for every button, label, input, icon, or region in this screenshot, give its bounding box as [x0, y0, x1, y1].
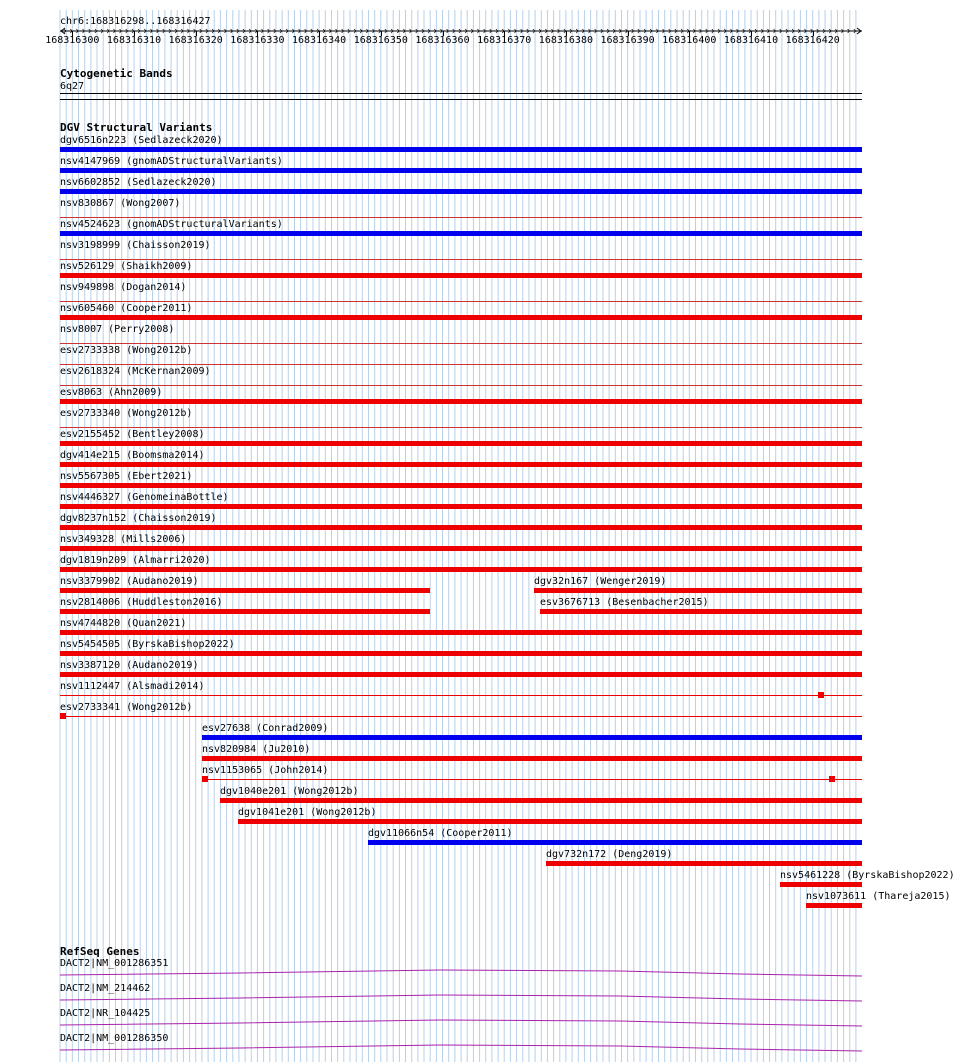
- gene-intron-line[interactable]: [60, 1018, 862, 1030]
- row-separator: [60, 427, 862, 428]
- variant-label[interactable]: esv2618324 (McKernan2009): [60, 366, 211, 377]
- variant-label[interactable]: nsv830867 (Wong2007): [60, 198, 181, 209]
- variant-block[interactable]: [818, 692, 824, 698]
- ruler-tick-label: 168316370: [477, 35, 532, 46]
- variant-label[interactable]: nsv4446327 (GenomeinaBottle): [60, 492, 229, 503]
- gene-intron-line[interactable]: [60, 1043, 862, 1055]
- variant-bar[interactable]: [534, 588, 862, 593]
- variant-label[interactable]: nsv4744820 (Quan2021): [60, 618, 187, 629]
- variant-label[interactable]: nsv820984 (Ju2010): [202, 744, 311, 755]
- variant-bar[interactable]: [60, 189, 862, 194]
- variant-label[interactable]: dgv8237n152 (Chaisson2019): [60, 513, 217, 524]
- variant-label[interactable]: nsv1073611 (Thareja2015): [806, 891, 951, 902]
- variant-bar[interactable]: [60, 651, 862, 656]
- variant-bar[interactable]: [546, 861, 862, 866]
- variant-bar[interactable]: [60, 504, 862, 509]
- gene-label[interactable]: DACT2|NM_001286350: [60, 1033, 169, 1044]
- gene-label[interactable]: DACT2|NM_214462: [60, 983, 151, 994]
- variant-bar[interactable]: [202, 735, 862, 740]
- ruler-tick-label: 168316420: [785, 35, 840, 46]
- ruler-tick-label: 168316330: [230, 35, 285, 46]
- refseq-title: RefSeq Genes: [60, 945, 140, 958]
- ruler-tick-label: 168316320: [168, 35, 223, 46]
- variant-label[interactable]: nsv3198999 (Chaisson2019): [60, 240, 211, 251]
- variant-thin-line[interactable]: [202, 779, 862, 780]
- variant-label[interactable]: dgv32n167 (Wenger2019): [534, 576, 667, 587]
- dgv-title: DGV Structural Variants: [60, 121, 213, 134]
- variant-bar[interactable]: [368, 840, 862, 845]
- cytoband-title: Cytogenetic Bands: [60, 67, 173, 80]
- cytoband-line-bottom: [60, 99, 862, 100]
- variant-bar[interactable]: [60, 630, 862, 635]
- variant-label[interactable]: nsv4524623 (gnomADStructuralVariants): [60, 219, 283, 230]
- variant-label[interactable]: dgv1819n209 (Almarri2020): [60, 555, 211, 566]
- variant-block[interactable]: [202, 776, 208, 782]
- ruler-tick-label: 168316400: [662, 35, 717, 46]
- variant-label[interactable]: dgv11066n54 (Cooper2011): [368, 828, 513, 839]
- variant-bar[interactable]: [60, 315, 862, 320]
- ruler-tick-label: 168316340: [292, 35, 347, 46]
- variant-bar[interactable]: [60, 441, 862, 446]
- variant-bar[interactable]: [202, 756, 862, 761]
- gene-intron-line[interactable]: [60, 968, 862, 980]
- variant-label[interactable]: esv2733340 (Wong2012b): [60, 408, 193, 419]
- variant-label[interactable]: nsv526129 (Shaikh2009): [60, 261, 193, 272]
- variant-label[interactable]: nsv5567305 (Ebert2021): [60, 471, 193, 482]
- variant-label[interactable]: nsv5454505 (ByrskaBishop2022): [60, 639, 235, 650]
- ruler-tick-label: 168316360: [415, 35, 470, 46]
- variant-bar[interactable]: [60, 588, 430, 593]
- variant-block[interactable]: [60, 713, 66, 719]
- row-separator: [60, 364, 862, 365]
- variant-bar[interactable]: [540, 609, 862, 614]
- variant-label[interactable]: nsv949898 (Dogan2014): [60, 282, 187, 293]
- gene-intron-line[interactable]: [60, 993, 862, 1005]
- row-separator: [60, 217, 862, 218]
- variant-bar[interactable]: [60, 231, 862, 236]
- variant-bar[interactable]: [60, 546, 862, 551]
- variant-bar[interactable]: [60, 462, 862, 467]
- variant-bar[interactable]: [780, 882, 862, 887]
- variant-label[interactable]: dgv1041e201 (Wong2012b): [238, 807, 377, 818]
- gene-label[interactable]: DACT2|NM_001286351: [60, 958, 169, 969]
- variant-label[interactable]: esv3676713 (Besenbacher2015): [540, 597, 709, 608]
- ruler-tick-label: 168316300: [45, 35, 100, 46]
- ruler-tick-label: 168316390: [600, 35, 655, 46]
- variant-bar[interactable]: [60, 399, 862, 404]
- variant-bar[interactable]: [60, 567, 862, 572]
- variant-bar[interactable]: [60, 147, 862, 152]
- row-separator: [60, 259, 862, 260]
- variant-bar[interactable]: [60, 525, 862, 530]
- ruler-tick-label: 168316410: [723, 35, 779, 46]
- ruler-location: chr6:168316298..168316427: [60, 16, 211, 27]
- ruler-tick-label: 168316350: [353, 35, 408, 46]
- gene-label[interactable]: DACT2|NR_104425: [60, 1008, 151, 1019]
- variant-bar[interactable]: [238, 819, 862, 824]
- variant-label[interactable]: dgv1040e201 (Wong2012b): [220, 786, 359, 797]
- variant-label[interactable]: nsv2814006 (Huddleston2016): [60, 597, 223, 608]
- variant-block[interactable]: [829, 776, 835, 782]
- variant-label[interactable]: dgv732n172 (Deng2019): [546, 849, 673, 860]
- variant-label[interactable]: nsv6602852 (Sedlazeck2020): [60, 177, 217, 188]
- variant-label[interactable]: nsv605460 (Cooper2011): [60, 303, 193, 314]
- cytoband-line-top: [60, 93, 862, 94]
- ruler-tick-label: 168316310: [106, 35, 162, 46]
- variant-label[interactable]: nsv349328 (Mills2006): [60, 534, 187, 545]
- variant-bar[interactable]: [220, 798, 862, 803]
- variant-label[interactable]: esv2733338 (Wong2012b): [60, 345, 193, 356]
- variant-bar[interactable]: [60, 672, 862, 677]
- variant-label[interactable]: nsv4147969 (gnomADStructuralVariants): [60, 156, 283, 167]
- variant-label[interactable]: nsv3387120 (Audano2019): [60, 660, 199, 671]
- variant-label[interactable]: esv2733341 (Wong2012b): [60, 702, 193, 713]
- variant-label[interactable]: nsv1153065 (John2014): [202, 765, 329, 776]
- variant-label[interactable]: esv27638 (Conrad2009): [202, 723, 329, 734]
- cytoband-label: 6q27: [60, 81, 85, 92]
- ruler-tick-label: 168316380: [538, 35, 593, 46]
- variant-thin-line[interactable]: [60, 716, 862, 717]
- variant-label[interactable]: nsv1112447 (Alsmadi2014): [60, 681, 205, 692]
- variant-label[interactable]: nsv8007 (Perry2008): [60, 324, 175, 335]
- row-separator: [60, 385, 862, 386]
- variant-label[interactable]: dgv414e215 (Boomsma2014): [60, 450, 205, 461]
- row-separator: [60, 301, 862, 302]
- row-separator: [60, 343, 862, 344]
- variant-thin-line[interactable]: [60, 695, 862, 696]
- variant-label[interactable]: nsv3379902 (Audano2019): [60, 576, 199, 587]
- variant-bar[interactable]: [60, 609, 430, 614]
- variant-bar[interactable]: [60, 168, 862, 173]
- variant-label[interactable]: esv8063 (Ahn2009): [60, 387, 163, 398]
- variant-label[interactable]: dgv6516n223 (Sedlazeck2020): [60, 135, 223, 146]
- variant-label[interactable]: esv2155452 (Bentley2008): [60, 429, 205, 440]
- variant-label[interactable]: nsv5461228 (ByrskaBishop2022): [780, 870, 955, 881]
- variant-bar[interactable]: [60, 483, 862, 488]
- variant-bar[interactable]: [806, 903, 862, 908]
- variant-bar[interactable]: [60, 273, 862, 278]
